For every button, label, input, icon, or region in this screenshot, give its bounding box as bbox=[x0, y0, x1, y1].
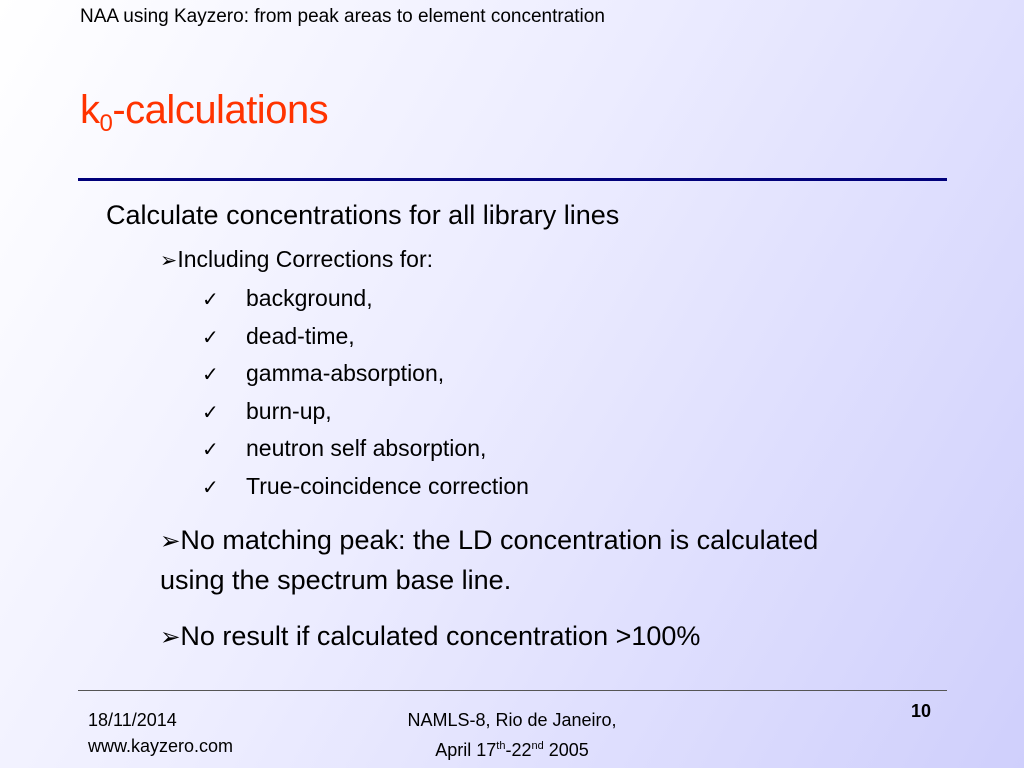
list-item-text: True-coincidence correction bbox=[246, 472, 529, 499]
footer-event-line2 bbox=[352, 733, 672, 763]
list-item bbox=[202, 430, 529, 468]
title-main: k bbox=[80, 88, 100, 132]
check-icon: ✓ bbox=[202, 326, 219, 349]
check-icon: ✓ bbox=[202, 401, 219, 424]
title-rest: -calculations bbox=[112, 88, 329, 132]
list-item-text: background, bbox=[246, 285, 373, 311]
slide-title bbox=[80, 88, 328, 138]
footer-divider bbox=[78, 690, 947, 691]
sub-point bbox=[160, 246, 433, 273]
no-match-text: No matching peak: the LD concentration is calculated using the spectrum base line. bbox=[160, 525, 819, 595]
check-icon: ✓ bbox=[202, 476, 219, 499]
no-match-paragraph bbox=[160, 521, 880, 599]
footer-date: 18/11/2014 bbox=[88, 710, 177, 730]
check-icon: ✓ bbox=[202, 364, 219, 387]
event-date-suffix: 2005 bbox=[543, 740, 589, 760]
slide-header: NAA using Kayzero: from peak areas to element concentration bbox=[80, 6, 605, 27]
list-item bbox=[202, 468, 529, 506]
event-date-prefix: April 17 bbox=[435, 740, 497, 760]
arrow-bullet-icon: ➢ bbox=[160, 528, 181, 555]
list-item bbox=[202, 393, 529, 431]
arrow-bullet-icon: ➢ bbox=[160, 624, 181, 651]
event-date-sup2: nd bbox=[531, 740, 544, 752]
footer-website: www.kayzero.com bbox=[88, 736, 234, 756]
event-date-mid: -22 bbox=[505, 740, 532, 760]
list-item bbox=[202, 355, 529, 393]
page-number: 10 bbox=[911, 701, 932, 721]
no-result-text: No result if calculated concentration >100% bbox=[180, 621, 701, 651]
no-result-paragraph bbox=[160, 621, 700, 652]
title-divider bbox=[78, 178, 947, 181]
list-item-text: gamma-absorption, bbox=[246, 360, 445, 387]
footer-event-line1: NAMLS-8, Rio de Janeiro, bbox=[407, 710, 617, 730]
list-item bbox=[202, 280, 529, 318]
footer-event bbox=[352, 707, 672, 763]
list-item bbox=[202, 318, 529, 356]
sub-point-text: Including Corrections for: bbox=[177, 246, 434, 272]
list-item-text: dead-time, bbox=[246, 322, 355, 349]
corrections-list bbox=[202, 280, 529, 506]
event-date-sup1: th bbox=[496, 740, 506, 752]
check-icon: ✓ bbox=[202, 289, 219, 311]
arrow-bullet-icon: ➢ bbox=[160, 249, 178, 272]
title-subscript: 0 bbox=[99, 110, 113, 137]
list-item-text: burn-up, bbox=[246, 397, 332, 424]
main-point: Calculate concentrations for all library lines bbox=[106, 200, 620, 230]
check-icon: ✓ bbox=[202, 439, 219, 462]
footer-left bbox=[88, 707, 233, 759]
list-item-text: neutron self absorption, bbox=[246, 435, 487, 462]
